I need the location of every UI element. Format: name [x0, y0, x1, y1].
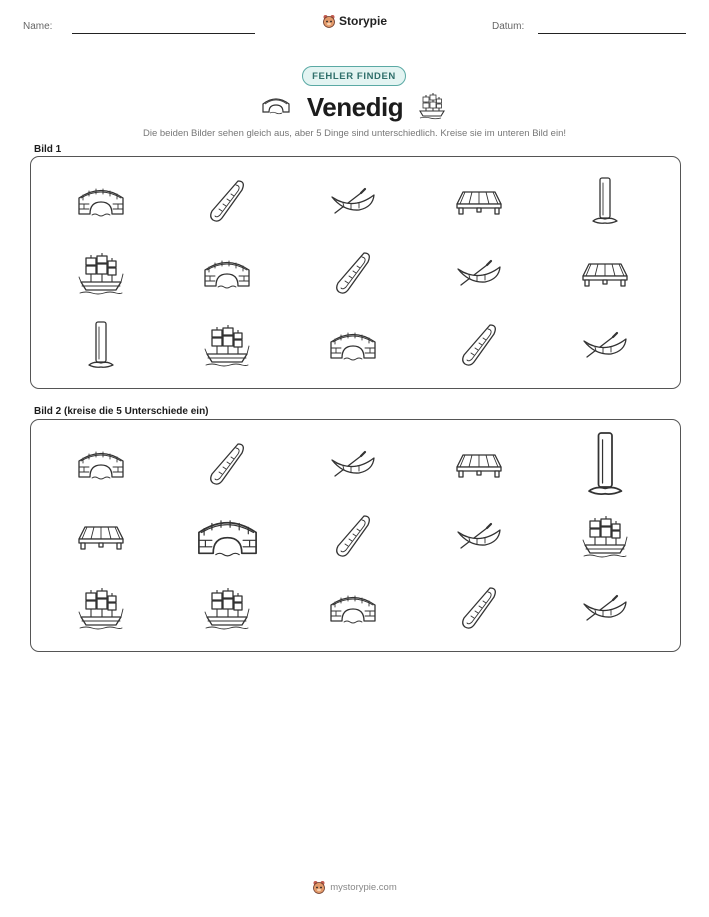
bild2-panel[interactable] [30, 419, 681, 652]
bridge-icon [328, 327, 378, 363]
brand-logo [322, 14, 387, 28]
bild1-cell-3-1 [38, 309, 164, 381]
footer-link[interactable]: mystorypie.com [330, 881, 397, 893]
bild2-cell-2-5[interactable] [542, 500, 668, 572]
bild2-cell-3-4[interactable] [416, 572, 542, 644]
rowboat-icon [581, 329, 629, 361]
ship-icon [78, 585, 124, 631]
bild1-cell-3-3 [290, 309, 416, 381]
gondola-icon [457, 585, 501, 631]
name-line[interactable] [72, 33, 255, 34]
bild1-cell-2-2 [164, 237, 290, 309]
bridge-icon [76, 183, 126, 219]
bridge-icon [195, 513, 260, 560]
bild1-cell-2-1 [38, 237, 164, 309]
bridge-icon [202, 255, 252, 291]
rowboat-icon [329, 185, 377, 217]
activity-badge: FEHLER FINDEN [302, 66, 406, 86]
bild1-cell-2-4 [416, 237, 542, 309]
rowboat-icon [581, 592, 629, 624]
gondola-icon [331, 250, 375, 296]
dock-icon [77, 519, 125, 553]
bild2-cell-3-1[interactable] [38, 572, 164, 644]
ship-icon [417, 90, 447, 120]
storypie-mascot-icon [322, 14, 336, 28]
bild1-cell-3-5 [542, 309, 668, 381]
post-icon [86, 319, 116, 371]
bild1-cell-1-1 [38, 165, 164, 237]
post-icon [585, 429, 626, 499]
bild2-cell-2-1[interactable] [38, 500, 164, 572]
bild1-cell-1-3 [290, 165, 416, 237]
brand-name: Storypie [339, 14, 388, 28]
ship-icon [204, 322, 250, 368]
rowboat-icon [455, 520, 503, 552]
dock-icon [455, 184, 503, 218]
bild2-cell-3-3[interactable] [290, 572, 416, 644]
storypie-mascot-icon [312, 880, 326, 894]
bild2-cell-2-2[interactable] [164, 500, 290, 572]
bild1-label: Bild 1 [34, 144, 62, 155]
name-label: Name: [23, 21, 53, 32]
bild2-cell-2-4[interactable] [416, 500, 542, 572]
gondola-icon [205, 178, 249, 224]
ship-icon [78, 250, 124, 296]
bild2-cell-3-2[interactable] [164, 572, 290, 644]
bild1-cell-1-5 [542, 165, 668, 237]
bild2-cell-2-3[interactable] [290, 500, 416, 572]
footer [0, 880, 709, 894]
bild2-cell-3-5[interactable] [542, 572, 668, 644]
bild2-cell-1-2[interactable] [164, 428, 290, 500]
bild2-cell-1-1[interactable] [38, 428, 164, 500]
bild2-cell-1-4[interactable] [416, 428, 542, 500]
dock-icon [581, 256, 629, 290]
bild1-cell-3-2 [164, 309, 290, 381]
rowboat-icon [455, 257, 503, 289]
instructions: Die beiden Bilder sehen gleich aus, aber 5 Dinge sind unterschiedlich. Kreise sie im unteren Bild ein! [143, 128, 566, 139]
bridge-icon [328, 590, 378, 626]
ship-icon [204, 585, 250, 631]
bild1-cell-2-5 [542, 237, 668, 309]
gondola-icon [205, 441, 249, 487]
date-label: Datum: [492, 21, 525, 32]
gondola-icon [457, 322, 501, 368]
rowboat-icon [329, 448, 377, 480]
bild1-panel [30, 156, 681, 389]
bild1-cell-1-4 [416, 165, 542, 237]
bild2-cell-1-5[interactable] [542, 428, 668, 500]
bild1-cell-2-3 [290, 237, 416, 309]
bild1-cell-3-4 [416, 309, 542, 381]
dock-icon [455, 447, 503, 481]
bridge-icon [76, 446, 126, 482]
bild1-cell-1-2 [164, 165, 290, 237]
bild2-cell-1-3[interactable] [290, 428, 416, 500]
date-line[interactable] [538, 33, 686, 34]
ship-icon [582, 513, 628, 559]
bild2-label: Bild 2 (kreise die 5 Unterschiede ein) [34, 406, 209, 417]
post-icon [590, 175, 620, 227]
gondola-icon [331, 513, 375, 559]
page-title: Venedig [306, 92, 404, 122]
